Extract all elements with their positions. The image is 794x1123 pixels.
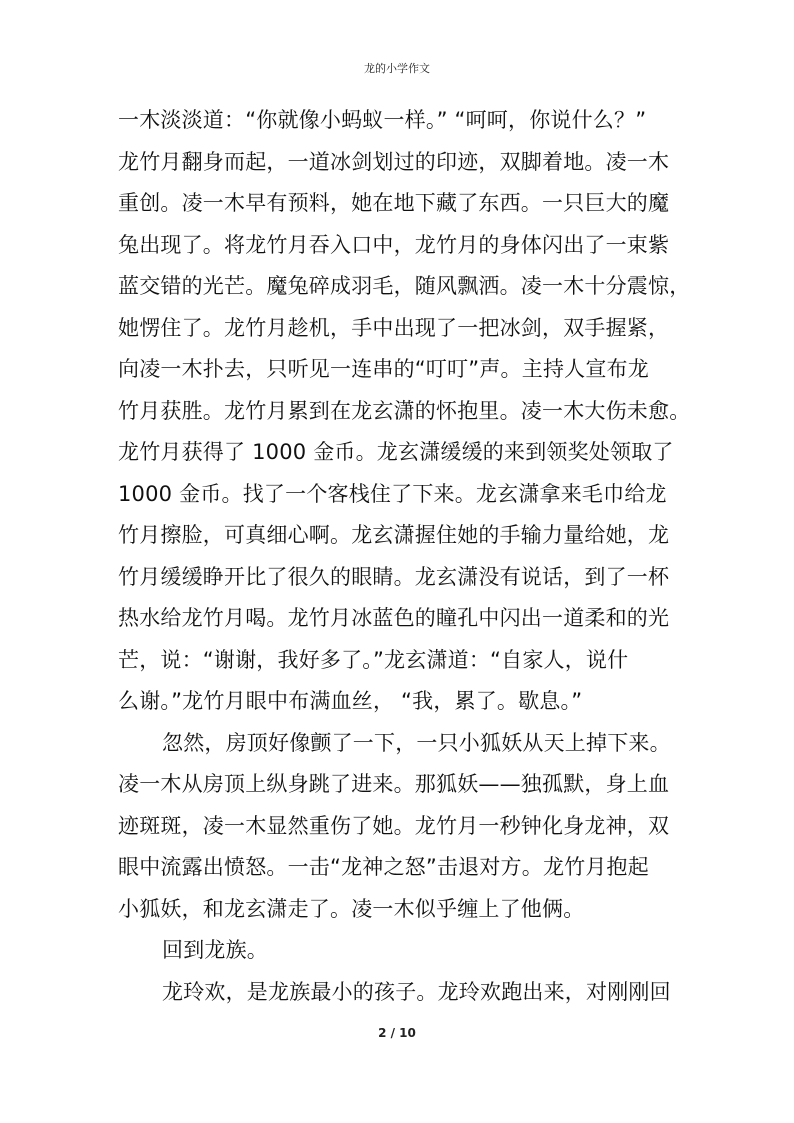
text-line: 她愣住了。龙竹月趁机，手中出现了一把冰剑，双手握紧， xyxy=(118,315,670,340)
document-body xyxy=(118,100,691,1013)
text-line: 凌一木从房顶上纵身跳了进来。那狐妖——独孤默，身上血 xyxy=(118,772,670,796)
text-line: 热水给龙竹月喝。龙竹月冰蓝色的瞳孔中闪出一道柔和的光 xyxy=(118,606,670,630)
text-line: 向凌一木扑去，只听见一连串的“叮叮”声。主持人宣布龙 xyxy=(118,357,649,381)
paragraph-start-line: 回到龙族。 xyxy=(162,938,268,962)
paragraph-start-line: 龙玲欢，是龙族最小的孩子。龙玲欢跑出来，对刚刚回 xyxy=(162,979,671,1004)
text-line: 眼中流露出愤怒。一击“龙神之怒”击退对方。龙竹月抱起 xyxy=(118,855,649,879)
text-line: 蓝交错的光芒。魔兔碎成羽毛，随风飘洒。凌一木十分震惊， xyxy=(118,274,691,298)
text-line: 重创。凌一木早有预料，她在地下藏了东西。一只巨大的魔 xyxy=(118,191,670,215)
text-line: 竹月擦脸，可真细心啊。龙玄潇握住她的手输力量给她，龙 xyxy=(118,523,670,547)
paragraph-start-line: 忽然，房顶好像颤了一下，一只小狐妖从天上掉下来。 xyxy=(162,730,671,755)
text-line: 竹月获胜。龙竹月累到在龙玄潇的怀抱里。凌一木大伤未愈。 xyxy=(118,398,691,423)
text-line: 1000 金币。找了一个客栈住了下来。龙玄潇拿来毛巾给龙 xyxy=(118,481,667,506)
text-line: 兔出现了。将龙竹月吞入口中，龙竹月的身体闪出了一束紫 xyxy=(118,232,670,257)
text-line: 么谢。”龙竹月眼中布满血丝， “我，累了。歇息。” xyxy=(118,689,583,713)
text-line: 芒，说：“谢谢，我好多了。”龙玄潇道：“自家人，说什 xyxy=(118,647,629,672)
text-line: 龙竹月获得了 1000 金币。龙玄潇缓缓的来到领奖处领取了 xyxy=(118,440,674,464)
text-line: 龙竹月翻身而起，一道冰剑划过的印迹，双脚着地。凌一木 xyxy=(118,149,670,174)
text-line: 一木淡淡道：“你就像小蚂蚁一样。” “呵呵，你说什么？” xyxy=(118,108,647,132)
text-line: 小狐妖，和龙玄潇走了。凌一木似乎缠上了他俩。 xyxy=(118,896,585,921)
text-line: 迹斑斑，凌一木显然重伤了她。龙竹月一秒钟化身龙神，双 xyxy=(118,813,670,838)
page-header-title: 龙的小学作文 xyxy=(364,62,430,75)
page-number: 2 / 10 xyxy=(378,1026,416,1040)
text-line: 竹月缓缓睁开比了很久的眼睛。龙玄潇没有说话，到了一杯 xyxy=(118,564,670,589)
